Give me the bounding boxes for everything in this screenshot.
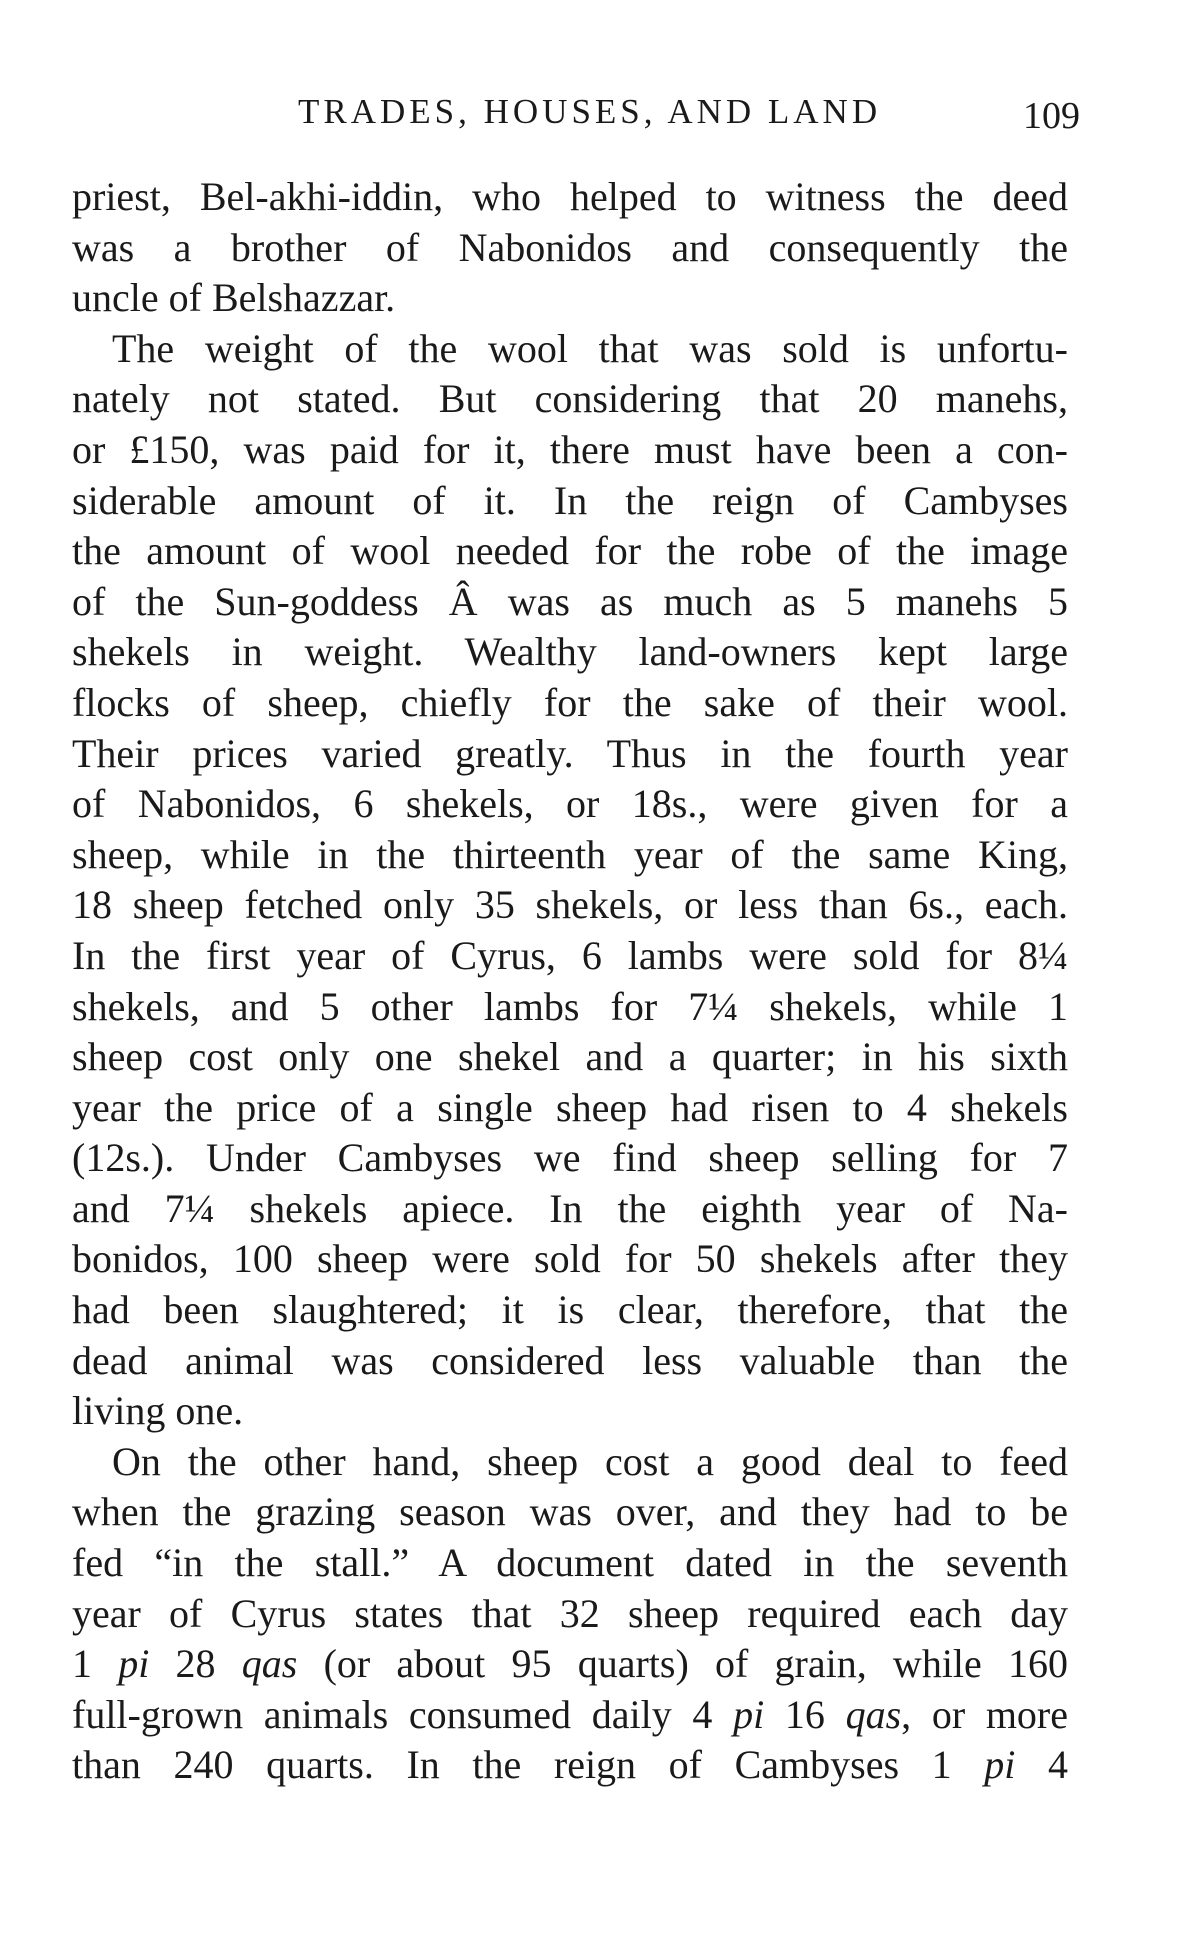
- running-head-title: TRADES, HOUSES, AND LAND: [298, 92, 882, 131]
- paragraph: [72, 324, 1068, 1437]
- text-line: 18 sheep fetched only 35 shekels, or less than 6s., each.: [72, 882, 1068, 928]
- text-line: uncle of Belshazzar.: [72, 275, 396, 321]
- text-line: was a brother of Nabonidos and consequently the: [72, 224, 1068, 270]
- text-line: and 7¼ shekels apiece. In the eighth year of Na-: [72, 1185, 1068, 1231]
- text-line: dead animal was considered less valuable than the: [72, 1337, 1068, 1383]
- text-line: year of Cyrus states that 32 sheep required each day: [72, 1590, 1068, 1636]
- text-line: shekels, and 5 other lambs for 7¼ shekels, while 1: [72, 983, 1068, 1029]
- text-line: On the other hand, sheep cost a good deal to feed: [112, 1438, 1068, 1484]
- text-line: bonidos, 100 sheep were sold for 50 shekels after they: [72, 1236, 1068, 1282]
- text-line: 1 pi 28 qas (or about 95 quarts) of grain, while 160: [72, 1641, 1069, 1687]
- text-line: shekels in weight. Wealthy land-owners kept large: [72, 629, 1068, 675]
- text-line: or £150, was paid for it, there must have been a con-: [72, 426, 1068, 472]
- text-line: of the Sun-goddess Â was as much as 5 manehs 5: [72, 578, 1068, 624]
- text-line: full-grown animals consumed daily 4 pi 16 qas, or more: [72, 1691, 1069, 1737]
- running-head: [60, 92, 1080, 142]
- text-line: sheep, while in the thirteenth year of the same King,: [72, 831, 1068, 877]
- body-text: [72, 172, 1068, 1791]
- page-number: 109: [1023, 95, 1080, 137]
- text-line: when the grazing season was over, and they had to be: [72, 1489, 1068, 1535]
- text-line: siderable amount of it. In the reign of Cambyses: [72, 477, 1068, 523]
- text-line: had been slaughtered; it is clear, therefore, that the: [72, 1287, 1068, 1333]
- text-line: nately not stated. But considering that 20 manehs,: [72, 376, 1068, 422]
- text-line: fed “in the stall.” A document dated in the seventh: [72, 1540, 1068, 1586]
- text-line: of Nabonidos, 6 shekels, or 18s., were given for a: [72, 781, 1068, 827]
- text-line: year the price of a single sheep had risen to 4 shekels: [72, 1084, 1068, 1130]
- text-line: Their prices varied greatly. Thus in the fourth year: [72, 730, 1068, 776]
- text-line: than 240 quarts. In the reign of Cambyses 1 pi 4: [72, 1742, 1069, 1788]
- text-line: The weight of the wool that was sold is unfortu-: [112, 325, 1068, 371]
- text-line: priest, Bel-akhi-iddin, who helped to witness the deed: [72, 174, 1068, 219]
- paragraph: [72, 1437, 1068, 1791]
- text-line: the amount of wool needed for the robe of the image: [72, 528, 1068, 574]
- text-line: In the first year of Cyrus, 6 lambs were sold for 8¼: [72, 932, 1068, 978]
- text-line: sheep cost only one shekel and a quarter; in his sixth: [72, 1034, 1068, 1080]
- text-line: (12s.). Under Cambyses we find sheep selling for 7: [72, 1135, 1068, 1181]
- paragraph: [72, 172, 1068, 324]
- text-line: flocks of sheep, chiefly for the sake of their wool.: [72, 679, 1068, 725]
- text-line: living one.: [72, 1388, 244, 1434]
